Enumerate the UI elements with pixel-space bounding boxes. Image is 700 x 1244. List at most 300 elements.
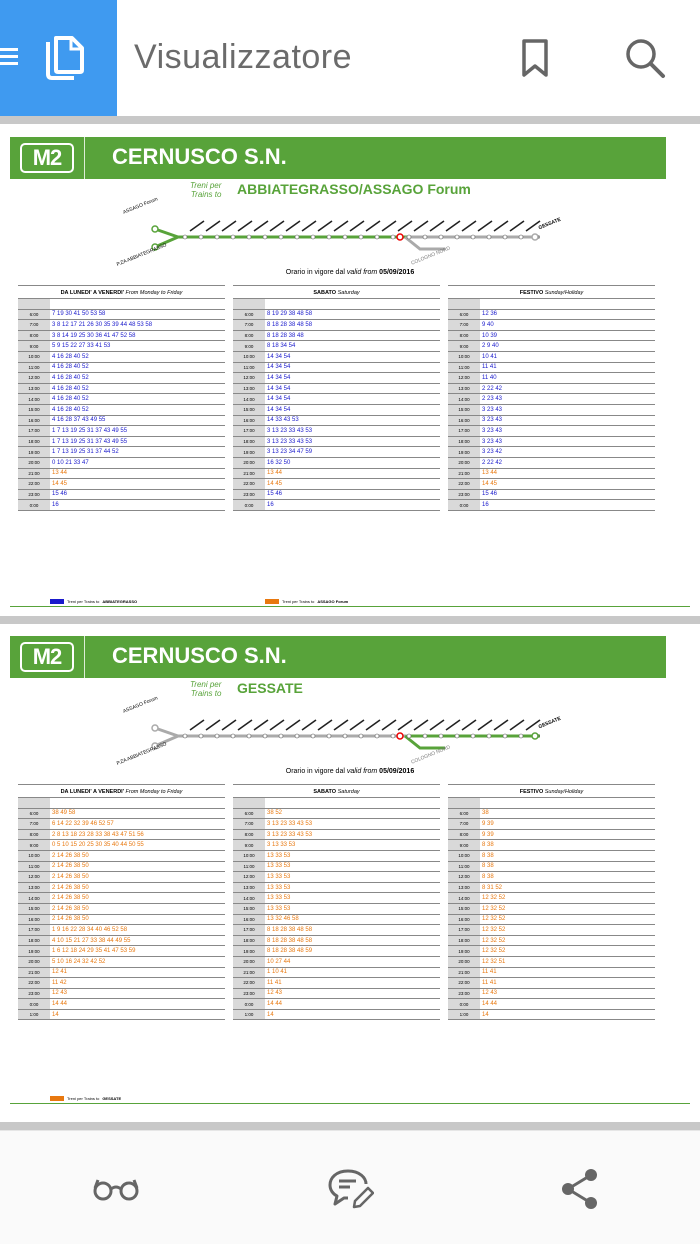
comment-button[interactable] (322, 1161, 378, 1217)
table-row (448, 830, 655, 841)
table-row (18, 893, 225, 904)
hour-cell: 7:00 (244, 821, 254, 827)
table-row (233, 999, 440, 1010)
minutes-cell: 12 43 (52, 990, 68, 997)
table-row (233, 830, 440, 841)
table-row (18, 384, 225, 395)
hour-cell: 21:00 (28, 470, 40, 476)
destination-name: ABBIATEGRASSO/ASSAGO Forum (237, 181, 471, 197)
destination-name: GESSATE (237, 680, 303, 696)
minutes-cell: 2 23 43 (482, 396, 503, 403)
hour-cell: 20:00 (243, 959, 255, 965)
table-row (448, 915, 655, 926)
trains-to-en: Trains to (190, 190, 222, 199)
table-row (233, 490, 440, 501)
table-row (448, 946, 655, 957)
minutes-cell: 4 16 28 40 52 (52, 364, 89, 371)
minutes-cell: 3 13 33 53 (267, 842, 296, 849)
hour-cell: 22:00 (243, 980, 255, 986)
hour-cell: 7:00 (244, 322, 254, 328)
table-row (448, 469, 655, 480)
hour-cell: 11:00 (28, 863, 40, 869)
hour-cell: 11:00 (243, 364, 255, 370)
hour-cell: 17:00 (28, 927, 40, 933)
minutes-cell: 1 7 13 19 25 31 37 43 49 55 (52, 427, 128, 434)
hour-cell: 22:00 (458, 980, 470, 986)
hour-cell: 20:00 (28, 460, 40, 466)
minutes-cell: 4 16 28 37 43 49 55 (52, 417, 106, 424)
minutes-cell: 10 39 (482, 332, 498, 339)
hour-cell: 17:00 (458, 927, 470, 933)
minutes-cell: 14 (482, 1011, 489, 1018)
table-row (233, 1010, 440, 1021)
hour-cell: 0:00 (29, 1001, 39, 1007)
validity-line (0, 269, 700, 276)
hour-cell: 19:00 (243, 948, 255, 954)
hour-cell: 23:00 (28, 491, 40, 497)
hour-cell: 20:00 (458, 959, 470, 965)
legend-item (265, 599, 348, 604)
minutes-cell: 14 (52, 1011, 59, 1018)
table-row (448, 872, 655, 883)
column-rule (233, 784, 440, 785)
hour-cell: 16:00 (28, 417, 40, 423)
table-row (233, 925, 440, 936)
minutes-cell: 2 22 42 (482, 385, 503, 392)
minutes-cell: 2 14 26 38 50 (52, 873, 89, 880)
minutes-cell: 2 14 26 38 50 (52, 905, 89, 912)
menu-icon (0, 46, 20, 68)
minutes-cell: 3 8 12 17 21 26 30 35 39 44 48 53 58 (52, 321, 153, 328)
minutes-cell: 14 34 54 (267, 406, 291, 413)
minutes-cell: 3 23 43 (482, 417, 503, 424)
bookmark-button[interactable] (507, 30, 563, 86)
hour-cell: 15:00 (28, 407, 40, 413)
table-row (448, 978, 655, 989)
minutes-cell: 15 46 (52, 491, 68, 498)
table-row (18, 936, 225, 947)
minutes-cell: 11 41 (482, 969, 497, 976)
hour-cell: 13:00 (243, 386, 255, 392)
column-subtitle: From Monday to Friday (125, 290, 183, 296)
table-row (233, 458, 440, 469)
menu-button[interactable] (0, 0, 117, 116)
table-row (18, 798, 225, 809)
minutes-cell: 8 18 34 54 (267, 343, 296, 350)
minutes-cell: 2 14 26 38 50 (52, 852, 89, 859)
hour-cell: 12:00 (458, 874, 470, 880)
table-row (18, 819, 225, 830)
minutes-cell: 3 13 23 34 47 59 (267, 449, 313, 456)
minutes-cell: 12 32 52 (482, 937, 506, 944)
hour-cell: 7:00 (29, 322, 39, 328)
minutes-cell: 13 44 (52, 470, 68, 477)
column-title: FESTIVO (519, 789, 544, 795)
hour-cell: 0:00 (459, 1001, 469, 1007)
minutes-cell: 4 16 28 40 52 (52, 385, 89, 392)
table-row (233, 968, 440, 979)
table-row (448, 394, 655, 405)
minutes-cell: 1 6 12 18 24 29 35 41 47 53 59 (52, 948, 136, 955)
hour-cell: 12:00 (243, 874, 255, 880)
hour-cell: 15:00 (243, 407, 255, 413)
minutes-cell: 4 16 28 40 52 (52, 374, 89, 381)
hour-cell: 17:00 (28, 428, 40, 434)
table-row (448, 363, 655, 374)
hour-cell: 0:00 (244, 502, 254, 508)
hour-cell: 6:00 (459, 810, 469, 816)
hour-cell: 23:00 (243, 491, 255, 497)
hour-cell: 8:00 (29, 333, 39, 339)
hour-cell: 0:00 (459, 502, 469, 508)
minutes-cell: 8 18 28 38 48 58 (267, 926, 313, 933)
table-row (233, 989, 440, 1000)
hour-cell: 11:00 (458, 364, 470, 370)
hour-cell: 8:00 (459, 333, 469, 339)
minutes-cell: 14 34 54 (267, 374, 291, 381)
station-name: CERNUSCO S.N. (112, 144, 287, 169)
hour-cell: 19:00 (458, 948, 470, 954)
trains-to-it: Treni per (190, 680, 222, 689)
minutes-cell: 5 10 16 24 32 42 52 (52, 958, 106, 965)
timetable-column (233, 285, 440, 511)
minutes-cell: 38 (482, 810, 489, 817)
hour-cell: 10:00 (28, 853, 40, 859)
legend-label: Treni per Trains to (67, 1096, 100, 1101)
hour-cell: 6:00 (459, 311, 469, 317)
minutes-cell: 15 46 (267, 491, 283, 498)
minutes-cell: 8 31 52 (482, 884, 503, 891)
table-row (448, 405, 655, 416)
hour-cell: 23:00 (243, 990, 255, 996)
minutes-cell: 0 5 10 15 20 25 30 35 40 44 50 55 (52, 842, 144, 849)
table-row (448, 989, 655, 1000)
bottom-toolbar (0, 1130, 700, 1244)
table-row (233, 299, 440, 310)
minutes-cell: 13 33 53 (267, 884, 291, 891)
hour-cell: 13:00 (28, 386, 40, 392)
table-row (18, 331, 225, 342)
map-label-terminus: ASSAGO Forum (122, 695, 159, 715)
table-row (18, 1010, 225, 1021)
hour-cell: 11:00 (458, 863, 470, 869)
minutes-cell: 3 23 42 (482, 449, 503, 456)
hour-cell: 16:00 (243, 417, 255, 423)
minutes-cell: 3 23 43 (482, 427, 503, 434)
hour-cell: 13:00 (243, 885, 255, 891)
minutes-cell: 4 10 15 21 27 33 38 44 49 55 (52, 937, 131, 944)
legend-label: Treni per Trains to (282, 599, 315, 604)
legend-destination: GESSATE (102, 1096, 122, 1101)
hour-cell: 13:00 (458, 386, 470, 392)
hour-cell: 18:00 (28, 938, 40, 944)
table-row (233, 394, 440, 405)
table-row (233, 819, 440, 830)
table-row (233, 840, 440, 851)
timetable-page (0, 124, 700, 616)
hour-cell: 6:00 (29, 810, 39, 816)
minutes-cell: 10 27 44 (267, 958, 291, 965)
minutes-cell: 14 45 (52, 480, 68, 487)
table-row (18, 957, 225, 968)
table-row (233, 798, 440, 809)
minutes-cell: 2 14 26 38 50 (52, 863, 89, 870)
table-row (233, 978, 440, 989)
table-row (448, 925, 655, 936)
minutes-cell: 14 34 54 (267, 385, 291, 392)
minutes-cell: 11 42 (52, 979, 67, 986)
table-row (233, 883, 440, 894)
table-row (448, 310, 655, 321)
hour-cell: 10:00 (243, 853, 255, 859)
minutes-cell: 16 32 50 (267, 459, 291, 466)
table-row (233, 479, 440, 490)
header-divider (84, 636, 85, 678)
table-row (18, 416, 225, 427)
column-subtitle: Saturday (337, 789, 360, 795)
validity-date: 05/09/2016 (379, 269, 415, 276)
table-row (18, 363, 225, 374)
minutes-cell: 13 44 (482, 470, 498, 477)
table-row (448, 862, 655, 873)
hour-cell: 10:00 (243, 354, 255, 360)
timetable (18, 798, 225, 1020)
table-row (448, 819, 655, 830)
minutes-cell: 14 44 (52, 1001, 68, 1008)
table-row (233, 341, 440, 352)
validity-valid: valid (346, 768, 362, 775)
table-row (18, 447, 225, 458)
minutes-cell: 12 43 (482, 990, 498, 997)
hour-cell: 19:00 (458, 449, 470, 455)
timetable (233, 798, 440, 1020)
minutes-cell: 8 18 28 38 48 58 (267, 321, 313, 328)
table-row (233, 405, 440, 416)
table-row (448, 840, 655, 851)
share-icon (560, 1167, 600, 1211)
column-rule (448, 784, 655, 785)
minutes-cell: 3 13 23 33 43 53 (267, 820, 313, 827)
column-title: SABATO (313, 789, 337, 795)
hour-cell: 14:00 (243, 895, 255, 901)
search-button[interactable] (617, 30, 673, 86)
minutes-cell: 3 13 23 33 43 53 (267, 831, 313, 838)
comment-edit-icon (326, 1167, 374, 1211)
minutes-cell: 12 32 51 (482, 958, 506, 965)
hour-cell: 14:00 (458, 895, 470, 901)
hour-cell: 23:00 (458, 491, 470, 497)
hour-cell: 6:00 (244, 810, 254, 816)
minutes-cell: 10 41 (482, 353, 498, 360)
hour-cell: 9:00 (29, 343, 39, 349)
minutes-cell: 14 44 (267, 1001, 283, 1008)
hour-cell: 23:00 (28, 990, 40, 996)
minutes-cell: 0 10 21 33 47 (52, 459, 89, 466)
table-row (18, 915, 225, 926)
minutes-cell: 14 44 (482, 1001, 498, 1008)
hour-cell: 19:00 (243, 449, 255, 455)
timetable (18, 299, 225, 511)
table-row (233, 809, 440, 820)
reading-mode-button[interactable] (88, 1161, 144, 1217)
station-header (10, 636, 666, 678)
minutes-cell: 4 16 28 40 52 (52, 353, 89, 360)
table-row (448, 893, 655, 904)
hour-cell: 22:00 (28, 481, 40, 487)
minutes-cell: 13 44 (267, 470, 283, 477)
hour-cell: 10:00 (458, 853, 470, 859)
station-name: CERNUSCO S.N. (112, 643, 287, 668)
minutes-cell: 4 16 28 40 52 (52, 406, 89, 413)
hour-cell: 17:00 (243, 927, 255, 933)
minutes-cell: 11 41 (482, 979, 497, 986)
legend-swatch (50, 599, 64, 604)
minutes-cell: 11 41 (482, 364, 497, 371)
hour-cell: 20:00 (28, 959, 40, 965)
column-heading (448, 789, 655, 797)
validity-from: from (363, 269, 378, 276)
timetable-column (448, 285, 655, 511)
hour-cell: 7:00 (459, 322, 469, 328)
hour-cell: 18:00 (458, 938, 470, 944)
hour-cell: 16:00 (458, 417, 470, 423)
table-row (448, 426, 655, 437)
hour-cell: 8:00 (244, 333, 254, 339)
table-row (448, 447, 655, 458)
hour-cell: 22:00 (458, 481, 470, 487)
column-heading (233, 789, 440, 797)
minutes-cell: 1 7 13 19 25 31 37 43 49 55 (52, 438, 128, 445)
hour-cell: 16:00 (458, 916, 470, 922)
hour-cell: 17:00 (243, 428, 255, 434)
minutes-cell: 13 32 46 58 (267, 916, 299, 923)
hour-cell: 12:00 (458, 375, 470, 381)
map-label-terminus: P.ZA ABBIATEGRASSO (115, 741, 168, 767)
legend-item (50, 1096, 121, 1101)
table-row (233, 426, 440, 437)
table-row (233, 915, 440, 926)
hour-cell: 13:00 (28, 885, 40, 891)
table-row (448, 968, 655, 979)
hour-cell: 21:00 (458, 470, 470, 476)
minutes-cell: 12 36 (482, 311, 498, 318)
hour-cell: 15:00 (28, 906, 40, 912)
table-row (233, 862, 440, 873)
minutes-cell: 9 39 (482, 831, 494, 838)
hour-cell: 18:00 (458, 439, 470, 445)
minutes-cell: 12 32 52 (482, 948, 506, 955)
hour-cell: 8:00 (459, 832, 469, 838)
table-row (448, 299, 655, 310)
hour-cell: 21:00 (28, 969, 40, 975)
hour-cell: 1:00 (459, 1012, 469, 1018)
timetable-column (18, 784, 225, 1020)
table-row (18, 946, 225, 957)
hour-cell: 14:00 (458, 396, 470, 402)
minutes-cell: 14 34 54 (267, 396, 291, 403)
table-row (18, 872, 225, 883)
table-row (233, 447, 440, 458)
table-row (18, 426, 225, 437)
hour-cell: 15:00 (243, 906, 255, 912)
minutes-cell: 12 41 (52, 969, 68, 976)
table-row (18, 394, 225, 405)
table-row (18, 830, 225, 841)
hour-cell: 15:00 (458, 407, 470, 413)
column-title: DA LUNEDI' A VENERDI' (60, 290, 125, 296)
column-heading (233, 290, 440, 298)
timetable (233, 299, 440, 511)
minutes-cell: 8 18 28 38 48 59 (267, 948, 313, 955)
table-row (18, 299, 225, 310)
table-row (233, 946, 440, 957)
hour-cell: 20:00 (243, 460, 255, 466)
share-button[interactable] (552, 1161, 608, 1217)
minutes-cell: 5 9 15 22 27 33 41 53 (52, 343, 111, 350)
table-row (448, 458, 655, 469)
minutes-cell: 38 52 (267, 810, 283, 817)
column-subtitle: From Monday to Friday (125, 789, 183, 795)
minutes-cell: 3 23 43 (482, 406, 503, 413)
table-row (448, 1010, 655, 1021)
table-row (233, 851, 440, 862)
reading-glasses-icon (92, 1176, 140, 1202)
table-row (18, 925, 225, 936)
column-rule (448, 285, 655, 286)
table-row (233, 437, 440, 448)
table-row (18, 469, 225, 480)
hour-cell: 20:00 (458, 460, 470, 466)
column-title: FESTIVO (519, 290, 544, 296)
table-row (448, 490, 655, 501)
hour-cell: 18:00 (243, 439, 255, 445)
minutes-cell: 14 34 54 (267, 353, 291, 360)
table-row (18, 500, 225, 511)
minutes-cell: 11 41 (267, 979, 282, 986)
minutes-cell: 8 19 29 38 48 58 (267, 311, 313, 318)
hour-cell: 1:00 (29, 1012, 39, 1018)
table-row (448, 957, 655, 968)
minutes-cell: 2 14 26 38 50 (52, 895, 89, 902)
table-row (233, 363, 440, 374)
column-rule (233, 285, 440, 286)
table-row (448, 904, 655, 915)
minutes-cell: 2 8 13 18 23 28 33 38 43 47 51 56 (52, 831, 144, 838)
table-row (233, 384, 440, 395)
table-row (18, 862, 225, 873)
table-row (233, 373, 440, 384)
hour-cell: 13:00 (458, 885, 470, 891)
table-row (233, 352, 440, 363)
minutes-cell: 3 23 43 (482, 438, 503, 445)
table-row (233, 500, 440, 511)
column-subtitle: Saturday (337, 290, 360, 296)
line-map (0, 696, 700, 766)
minutes-cell: 38 49 58 (52, 810, 76, 817)
minutes-cell: 8 38 (482, 852, 494, 859)
hour-cell: 12:00 (243, 375, 255, 381)
hour-cell: 14:00 (28, 895, 40, 901)
map-label-terminus: ASSAGO Forum (122, 196, 159, 216)
hour-cell: 9:00 (244, 343, 254, 349)
document-viewer[interactable] (0, 116, 700, 1130)
column-title: SABATO (313, 290, 337, 296)
table-row (18, 904, 225, 915)
table-row (233, 893, 440, 904)
table-row (233, 872, 440, 883)
minutes-cell: 3 13 23 33 43 53 (267, 438, 313, 445)
hour-cell: 22:00 (28, 980, 40, 986)
